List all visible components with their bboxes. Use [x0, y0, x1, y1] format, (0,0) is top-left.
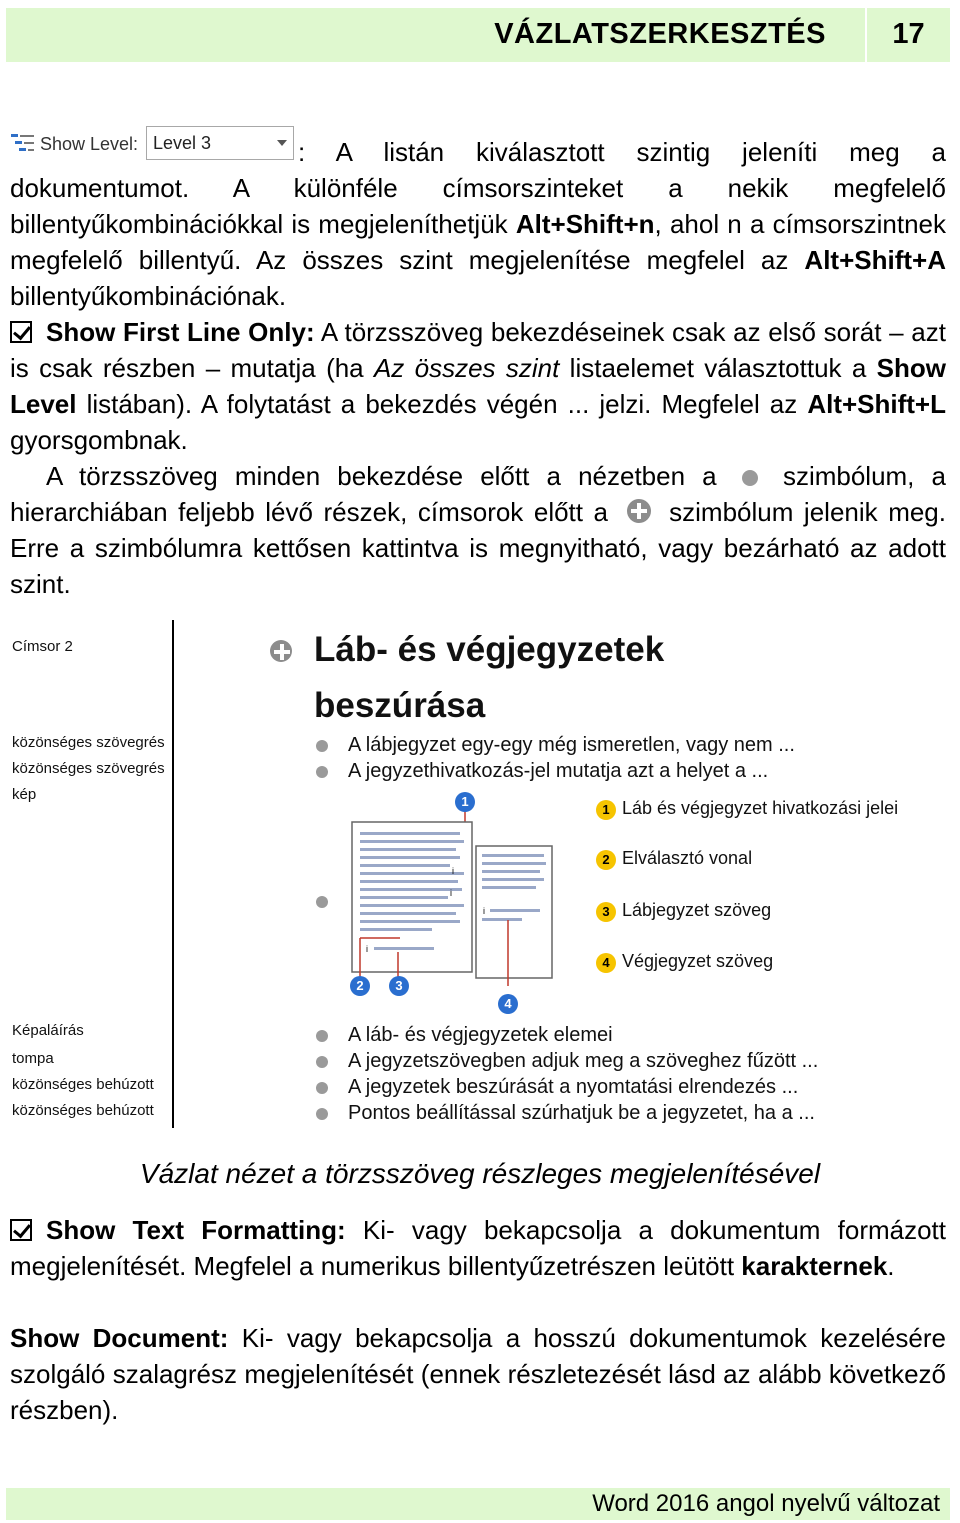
- outline-body-line: A jegyzetszövegben adjuk meg a szöveghez fűzött ...: [348, 1050, 819, 1072]
- body-bullet-icon: [316, 1082, 328, 1094]
- callout-marker: 2: [350, 976, 370, 996]
- paragraph-text-formatting: [10, 1212, 946, 1284]
- text-span: Ki- vagy bekapcsolja a dokumentum formázott megjelenítését. Megfelel a numerikus billentyűzetrészen leütött: [10, 1215, 947, 1281]
- show-level-label: Show Level:: [40, 134, 139, 154]
- option-name: Show Level: [10, 353, 946, 419]
- callout-marker: 1: [455, 792, 475, 812]
- callout-marker: 3: [389, 976, 409, 996]
- page-number: 17: [892, 18, 925, 50]
- legend-text: Végjegyzet szöveg: [622, 951, 774, 971]
- heading-expand-icon: [270, 640, 292, 662]
- option-name: Show Document:: [10, 1323, 229, 1353]
- shortcut-text: Alt+Shift+L: [807, 389, 946, 419]
- body-bullet-icon: [316, 1056, 328, 1068]
- page-header: [6, 8, 950, 62]
- text-span: : A listán kiválasztott szintig jeleníti meg a dokumentumot. A különféle címsorszinteket a nekik megfelelő billentyűkombinációkkal is megjeleníthetjük: [10, 137, 946, 239]
- figure-caption: Vázlat nézet a törzsszöveg részleges megjelenítésével: [139, 1158, 821, 1189]
- style-label: Képaláírás: [12, 1022, 84, 1039]
- body-bullet-icon: [316, 766, 328, 778]
- outline-view-figure: [0, 620, 960, 1130]
- style-area-divider: [172, 620, 174, 1128]
- outline-body-line: A jegyzetek beszúrását a nyomtatási elrendezés ...: [348, 1076, 799, 1098]
- text-span: Ki- vagy bekapcsolja a hosszú dokumentumok kezelésére szolgáló szalagrész megjelenítését (ennek részletezését lásd az alább következő részben).: [10, 1323, 946, 1425]
- paragraph-show-level: [10, 134, 946, 314]
- callout-marker: 4: [498, 994, 518, 1014]
- text-span: listában). A folytatást a bekezdés végén ... jelzi. Megfelel az: [76, 389, 808, 419]
- body-bullet-icon: [316, 740, 328, 752]
- style-label: Címsor 2: [12, 638, 73, 655]
- legend-number: 3: [596, 902, 616, 922]
- legend-text: Elválasztó vonal: [622, 848, 753, 868]
- text-span: , ahol n a címsorszintnek megfelelő billentyű. Az összes szint megjelenítése megfelel az: [10, 209, 946, 275]
- text-span: .: [887, 1251, 895, 1281]
- shortcut-text: Alt+Shift+n: [515, 209, 655, 239]
- expand-plus-icon: [627, 499, 651, 523]
- footer-text: Word 2016 angol nyelvű változat: [592, 1490, 940, 1517]
- body-bullet-icon: [316, 896, 328, 908]
- style-label: közönséges szövegrés: [12, 734, 165, 751]
- footnote-diagram-image: [340, 790, 560, 1010]
- outline-body-line: A jegyzethivatkozás-jel mutatja azt a helyet a ...: [348, 760, 769, 782]
- checkbox-icon: [10, 321, 32, 343]
- legend-number: 1: [596, 800, 616, 820]
- outline-body-line: Pontos beállítással szúrhatjuk be a jegyzetet, ha a ...: [348, 1102, 815, 1124]
- text-span: gyorsgombnak.: [10, 425, 188, 455]
- body-text-bullet-icon: [742, 470, 758, 486]
- page-footer: [6, 1488, 950, 1520]
- key-name: karakternek: [741, 1251, 888, 1281]
- paragraph-symbols: [10, 458, 946, 602]
- outline-heading-line: Láb- és végjegyzetek: [314, 630, 665, 669]
- text-span: listaelemet választottuk a: [559, 353, 877, 383]
- legend-text: Láb és végjegyzet hivatkozási jelei: [622, 798, 899, 818]
- style-label: közönséges behúzott: [12, 1102, 154, 1119]
- legend-number: 2: [596, 850, 616, 870]
- outline-body-line: A láb- és végjegyzetek elemei: [348, 1024, 613, 1046]
- text-span: billentyűkombinációnak.: [10, 281, 287, 311]
- outline-heading-line: beszúrása: [314, 686, 486, 725]
- svg-text:i: i: [450, 888, 452, 898]
- chapter-title: VÁZLATSZERKESZTÉS: [494, 18, 826, 50]
- text-span: szimbólum, a hierarchiában feljebb lévő részek, címsorok előtt a: [10, 461, 947, 527]
- legend-text: Lábjegyzet szöveg: [622, 900, 772, 920]
- style-label: kép: [12, 786, 37, 803]
- svg-text:i: i: [366, 944, 368, 954]
- body-bullet-icon: [316, 1108, 328, 1120]
- option-name: Show First Line Only:: [46, 317, 315, 347]
- option-name: Show Text Formatting:: [46, 1215, 346, 1245]
- legend-number: 4: [596, 953, 616, 973]
- checkbox-icon: [10, 1219, 32, 1241]
- text-span: A törzsszöveg bekezdéseinek csak az első sorát – azt is csak részben – mutatja (ha: [10, 317, 946, 383]
- show-level-value: Level 3: [153, 133, 212, 153]
- shortcut-text: Alt+Shift+A: [804, 245, 946, 275]
- outline-body-line: A lábjegyzet egy-egy még ismeretlen, vagy nem ...: [348, 734, 795, 756]
- style-label: közönséges behúzott: [12, 1076, 154, 1093]
- text-span: szimbólum jelenik meg. Erre a szimbólumra kettősen kattintva is megnyitható, vagy bezárható az adott szint.: [10, 497, 946, 599]
- body-bullet-icon: [316, 1030, 328, 1042]
- style-label: tompa: [12, 1050, 54, 1067]
- style-label: közönséges szövegrés: [12, 760, 165, 777]
- italic-text: Az összes szint: [373, 353, 560, 383]
- text-span: A törzsszöveg minden bekezdése előtt a nézetben a: [46, 461, 717, 491]
- svg-text:i: i: [452, 866, 454, 876]
- svg-text:i: i: [483, 906, 485, 916]
- paragraph-first-line-only: [10, 314, 946, 458]
- paragraph-show-document: [10, 1320, 946, 1428]
